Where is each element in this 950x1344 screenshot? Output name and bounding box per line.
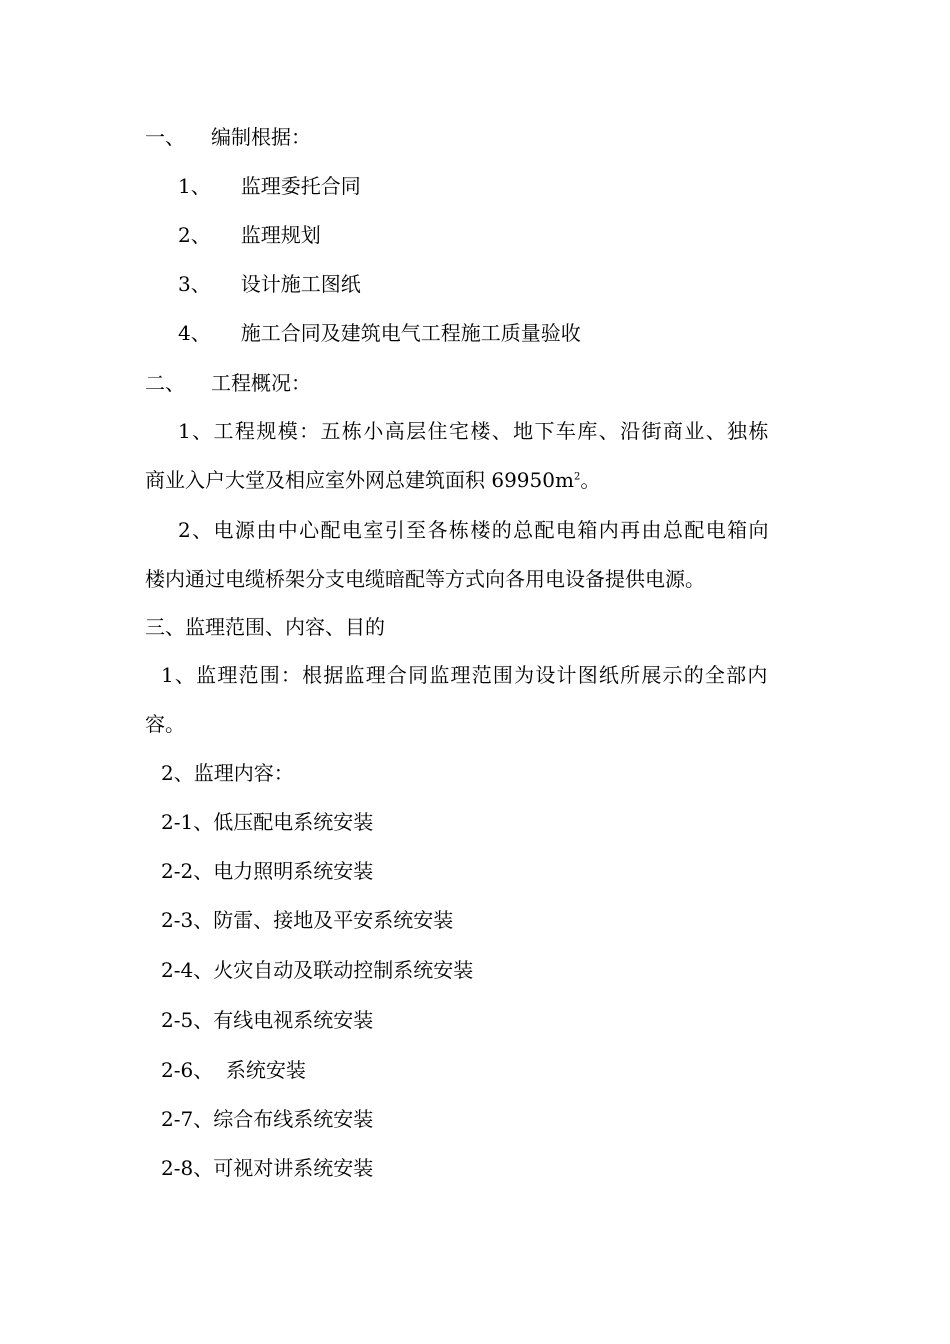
paragraph-line: 楼内通过电缆桥架分支电缆暗配等方式向各用电设备提供电源。 bbox=[145, 567, 705, 591]
paragraph-line bbox=[145, 467, 600, 493]
content-item: 2-2、电力照明系统安装 bbox=[161, 859, 374, 883]
list-item-text: 监理委托合同 bbox=[240, 174, 361, 198]
section-3-heading: 三、监理范围、内容、目的 bbox=[145, 615, 385, 639]
section-2-heading bbox=[145, 370, 311, 396]
list-item bbox=[178, 173, 361, 199]
content-item: 2-5、有线电视系统安装 bbox=[161, 1008, 374, 1032]
paragraph-line: 2、电源由中心配电室引至各栋楼的总配电箱内再由总配电箱向 bbox=[178, 518, 770, 542]
list-item-marker: 4、 bbox=[178, 321, 211, 345]
list-item-marker: 1、 bbox=[178, 174, 211, 198]
section-1-marker: 一、 bbox=[145, 125, 185, 149]
list-item-marker: 2、 bbox=[178, 223, 211, 247]
paragraph-line: 1、监理范围：根据监理合同监理范围为设计图纸所展示的全部内 bbox=[161, 663, 769, 687]
list-item-marker: 3、 bbox=[178, 272, 211, 296]
list-item-text: 监理规划 bbox=[240, 223, 321, 247]
area-text-end: 。 bbox=[580, 468, 601, 492]
list-item-text: 施工合同及建筑电气工程施工质量验收 bbox=[240, 321, 581, 345]
section-1-heading bbox=[145, 124, 311, 150]
paragraph-line: 1、工程规模：五栋小高层住宅楼、地下车库、沿街商业、独栋 bbox=[178, 419, 770, 443]
section-2-marker: 二、 bbox=[145, 371, 185, 395]
list-item bbox=[178, 320, 581, 346]
section-2-title: 工程概况： bbox=[211, 371, 311, 395]
section-1-title: 编制根据： bbox=[211, 125, 311, 149]
content-item: 2-3、防雷、接地及平安系统安装 bbox=[161, 908, 454, 932]
content-item: 2-8、可视对讲系统安装 bbox=[161, 1156, 374, 1180]
list-item bbox=[178, 222, 321, 248]
area-unit-superscript: 2 bbox=[573, 471, 581, 483]
content-heading: 2、监理内容： bbox=[161, 761, 294, 785]
paragraph-line: 容。 bbox=[145, 712, 185, 736]
content-item: 2-7、综合布线系统安装 bbox=[161, 1107, 374, 1131]
content-item: 2-1、低压配电系统安装 bbox=[161, 810, 374, 834]
list-item bbox=[178, 271, 361, 297]
content-item: 2-4、火灾自动及联动控制系统安装 bbox=[161, 958, 474, 982]
list-item-text: 设计施工图纸 bbox=[240, 272, 361, 296]
content-item: 2-6、 系统安装 bbox=[161, 1058, 306, 1082]
area-text: 商业入户大堂及相应室外网总建筑面积 69950m bbox=[145, 468, 574, 492]
